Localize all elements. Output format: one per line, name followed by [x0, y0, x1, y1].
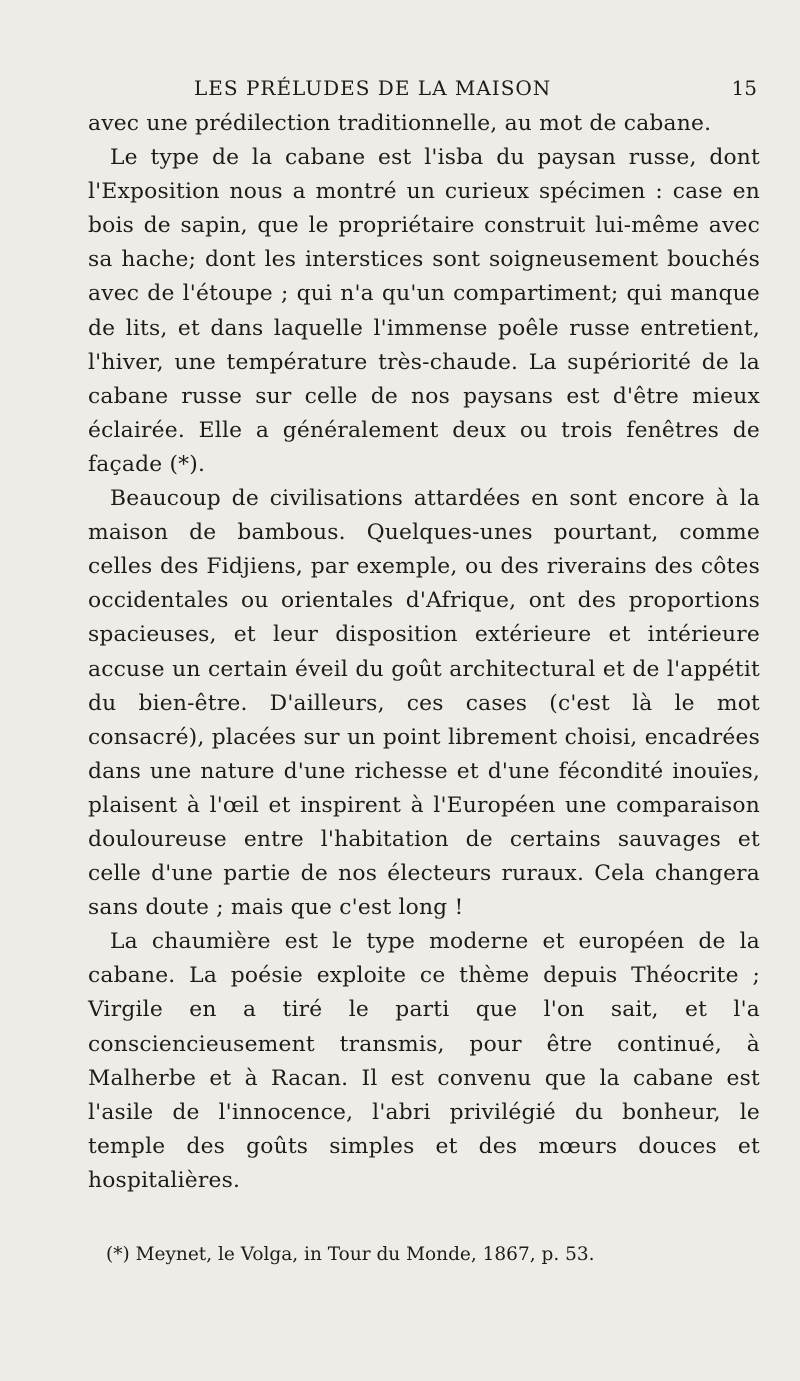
- running-title: LES PRÉLUDES DE LA MAISON: [194, 76, 552, 100]
- running-head: [122, 76, 782, 102]
- body-text: [88, 107, 760, 1198]
- paragraph-continuation: avec une prédilection traditionnelle, au mot de cabane.: [88, 111, 712, 136]
- footnote: (*) Meynet, le Volga, in Tour du Monde, 1867, p. 53.: [106, 1244, 595, 1265]
- page-number: 15: [731, 76, 757, 100]
- paragraph-bamboo-houses: Beaucoup de civilisations attardées en sont encore à la maison de bambous. Quelques-unes pourtant, comme celles des Fidjiens, par exemple, ou des riverains des côtes occidentales ou orientales d'Afrique, ont des proportions spacieuses, et leur disposition extérieure et intérieure accuse un certain éveil du goût architectural et de l'appétit du bien-être. D'ailleurs, ces cases (c'est là le mot consacré), placées sur un point librement choisi, encadrées dans une nature d'une richesse et d'une fécondité inouïes, plaisent à l'œil et inspirent à l'Européen une comparaison douloureuse entre l'habitation de certains sauvages et celle d'une partie de nos électeurs ruraux. Cela changera sans doute ; mais que c'est long !: [88, 486, 760, 921]
- paragraph-chaumiere: La chaumière est le type moderne et européen de la cabane. La poésie exploite ce thème depuis Théocrite ; Virgile en a tiré le parti que l'on sait, et l'a consciencieusement transmis, pour être continué, à Malherbe et à Racan. Il est convenu que la cabane est l'asile de l'innocence, l'abri privilégié du bonheur, le temple des goûts simples et des mœurs douces et hospitalières.: [88, 929, 760, 1193]
- paragraph-isba: Le type de la cabane est l'isba du paysan russe, dont l'Exposition nous a montré un curieux spécimen : case en bois de sapin, que le propriétaire construit lui-même avec sa hache; dont les interstices sont soigneusement bouchés avec de l'étoupe ; qui n'a qu'un compartiment; qui manque de lits, et dans laquelle l'immense poêle russe entretient, l'hiver, une température très-chaude. La supériorité de la cabane russe sur celle de nos paysans est d'être mieux éclairée. Elle a généralement deux ou trois fenêtres de façade (*).: [88, 145, 760, 477]
